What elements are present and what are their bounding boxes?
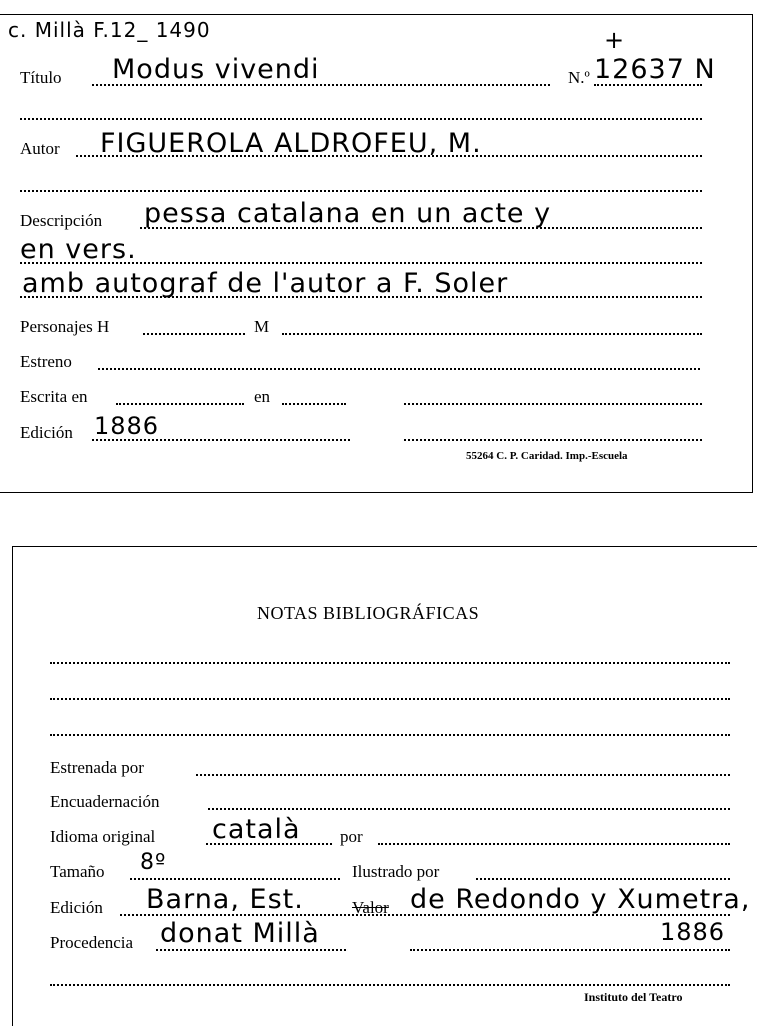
titulo-value: Modus vivendi	[112, 54, 320, 85]
numero-label: N.º	[568, 68, 590, 87]
blank-line	[50, 662, 730, 664]
personajes-m-line	[282, 333, 702, 335]
idioma-por-label: por	[340, 827, 363, 846]
blank-line	[20, 118, 702, 120]
printer-imprint: 55264 C. P. Caridad. Imp.-Escuela	[466, 450, 628, 462]
estreno-line	[98, 368, 700, 370]
edicion-line-2	[404, 439, 702, 441]
tamano-value: 8º	[140, 850, 167, 875]
autor-value: FIGUEROLA ALDROFEU, M.	[100, 128, 482, 159]
estrenada-line	[196, 774, 730, 776]
notas-heading: NOTAS BIBLIOGRÁFICAS	[257, 603, 480, 623]
tamano-line	[130, 878, 340, 880]
escrita-en-line	[282, 403, 346, 405]
blank-line	[20, 190, 702, 192]
escrita-en-label: en	[254, 387, 271, 406]
procedencia-line	[156, 949, 346, 951]
descripcion-line-2: en vers.	[20, 234, 137, 265]
encuadernacion-label: Encuadernación	[50, 792, 160, 811]
idioma-por-line	[378, 843, 730, 845]
estrenada-label: Estrenada por	[50, 758, 144, 777]
idioma-label: Idioma original	[50, 827, 156, 846]
footer-institute: Instituto del Teatro	[584, 990, 683, 1004]
descripcion-line-1: pessa catalana en un acte y	[144, 198, 552, 229]
escrita-line-2	[404, 403, 702, 405]
procedencia-year: 1886	[660, 918, 726, 946]
descripcion-label: Descripción	[20, 211, 103, 230]
idioma-value: català	[212, 814, 301, 845]
titulo-label: Título	[20, 68, 62, 87]
escrita-line	[116, 403, 244, 405]
tamano-label: Tamaño	[50, 862, 105, 881]
autor-label: Autor	[20, 139, 60, 158]
edicion-label-2: Edición	[50, 898, 103, 917]
edicion-value-b: de Redondo y Xumetra,	[410, 884, 751, 915]
top-note: c. Millà F.12_ 1490	[8, 18, 211, 42]
ilustrado-label: Ilustrado por	[352, 862, 440, 881]
procedencia-line-2	[410, 949, 730, 951]
blank-line	[50, 698, 730, 700]
procedencia-value: donat Millà	[160, 918, 320, 949]
blank-line	[50, 734, 730, 736]
ilustrado-line	[476, 878, 730, 880]
procedencia-label: Procedencia	[50, 933, 134, 952]
edicion-struck: Valor	[352, 898, 389, 917]
edicion-value: 1886	[94, 412, 160, 440]
personajes-label: Personajes H	[20, 317, 110, 336]
edicion-label: Edición	[20, 423, 73, 442]
personajes-h-line	[143, 333, 245, 335]
edicion-value-a: Barna, Est.	[146, 884, 304, 915]
escrita-label: Escrita en	[20, 387, 88, 406]
encuadernacion-line	[208, 808, 730, 810]
personajes-m-label: M	[254, 317, 270, 336]
numero-value: 12637 N	[594, 54, 716, 85]
descripcion-line-3: amb autograf de l'autor a F. Soler	[22, 268, 509, 299]
estreno-label: Estreno	[20, 352, 72, 371]
blank-line	[50, 984, 730, 986]
cross-mark: +	[604, 26, 626, 54]
